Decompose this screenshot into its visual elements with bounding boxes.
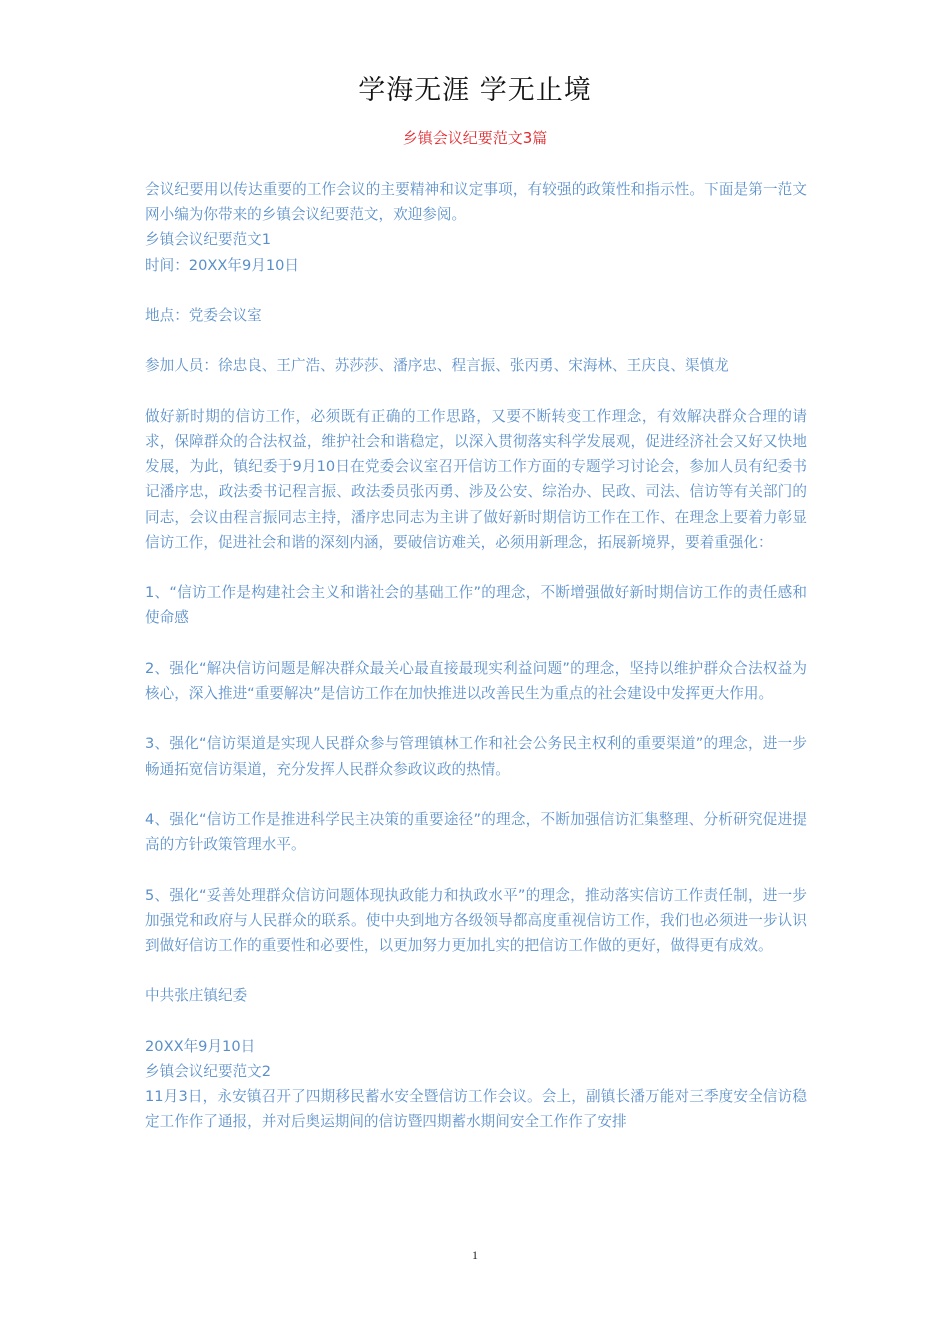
point-item-5: 5、强化“妥善处理群众信访问题体现执政能力和执政水平”的理念，推动落实信访工作责任制，进一步加强党和政府与人民群众的联系。使中央到地方各级领导都高度重视信访工作，我们也必须进一步认识到做好信访工作的重要性和必要性，以更加努力更加扎实的把信访工作做的更好，做得更有成效。 — [145, 886, 807, 954]
page-header-title: 学海无涯 学无止境 — [358, 75, 592, 106]
page-number: 1 — [472, 1248, 478, 1262]
section-heading-1: 乡镇会议纪要范文1 — [145, 231, 272, 249]
document-title: 乡镇会议纪要范文3篇 — [402, 129, 548, 147]
signature-date: 20XX年9月10日 — [145, 1037, 256, 1055]
section-heading-2: 乡镇会议纪要范文2 — [145, 1062, 272, 1080]
section1-body-paragraph: 做好新时期的信访工作，必须既有正确的工作思路，又要不断转变工作理念，有效解决群众合理的请求，保障群众的合法权益，维护社会和谐稳定，以深入贯彻落实科学发展观，促进经济社会又好又快地发展，为此，镇纪委于9月10日在党委会议室召开信访工作方面的专题学习讨论会，参加人员有纪委书记潘序忠，政法委书记程言振、政法委员张丙勇、涉及公安、综治办、民政、司法、信访等有关部门的同志，会议由程言振同志主持，潘序忠同志为主讲了做好新时期信访工作在工作、在理念上要着力彰显信访工作，促进社会和谐的深刻内涵，要破信访难关，必须用新理念，拓展新境界，要着重强化： — [145, 407, 807, 551]
point-item-2: 2、强化“解决信访问题是解决群众最关心最直接最现实利益问题”的理念，坚持以维护群众合法权益为核心，深入推进“重要解决”是信访工作在加快推进以改善民生为重点的社会建设中发挥更大作用。 — [145, 659, 807, 702]
signature-organization: 中共张庄镇纪委 — [145, 987, 248, 1005]
point-item-4: 4、强化“信访工作是推进科学民主决策的重要途径”的理念，不断加强信访汇集整理、分析研究促进提高的方针政策管理水平。 — [145, 810, 807, 854]
meeting-location: 地点：党委会议室 — [145, 307, 262, 324]
point-item-3: 3、强化“信访渠道是实现人民群众参与管理镇林工作和社会公务民主权利的重要渠道”的理念，进一步畅通拓宽信访渠道，充分发挥人民群众参政议政的热情。 — [145, 735, 807, 778]
point-item-1: 1、“信访工作是构建社会主义和谐社会的基础工作”的理念，不断增强做好新时期信访工作的责任感和使命感 — [145, 584, 807, 627]
document-body — [145, 177, 807, 1135]
section2-body-paragraph: 11月3日，永安镇召开了四期移民蓄水安全暨信访工作会议。会上，副镇长潘万能对三季度安全信访稳定工作作了通报，并对后奥运期间的信访暨四期蓄水期间安全工作作了安排 — [145, 1088, 807, 1131]
intro-paragraph: 会议纪要用以传达重要的工作会议的主要精神和议定事项，有较强的政策性和指示性。下面是第一范文网小编为你带来的乡镇会议纪要范文，欢迎参阅。 — [145, 181, 807, 224]
meeting-time: 时间：20XX年9月10日 — [145, 256, 299, 274]
meeting-attendees: 参加人员：徐忠良、王广浩、苏莎莎、潘序忠、程言振、张丙勇、宋海林、王庆良、渠慎龙 — [145, 357, 729, 375]
